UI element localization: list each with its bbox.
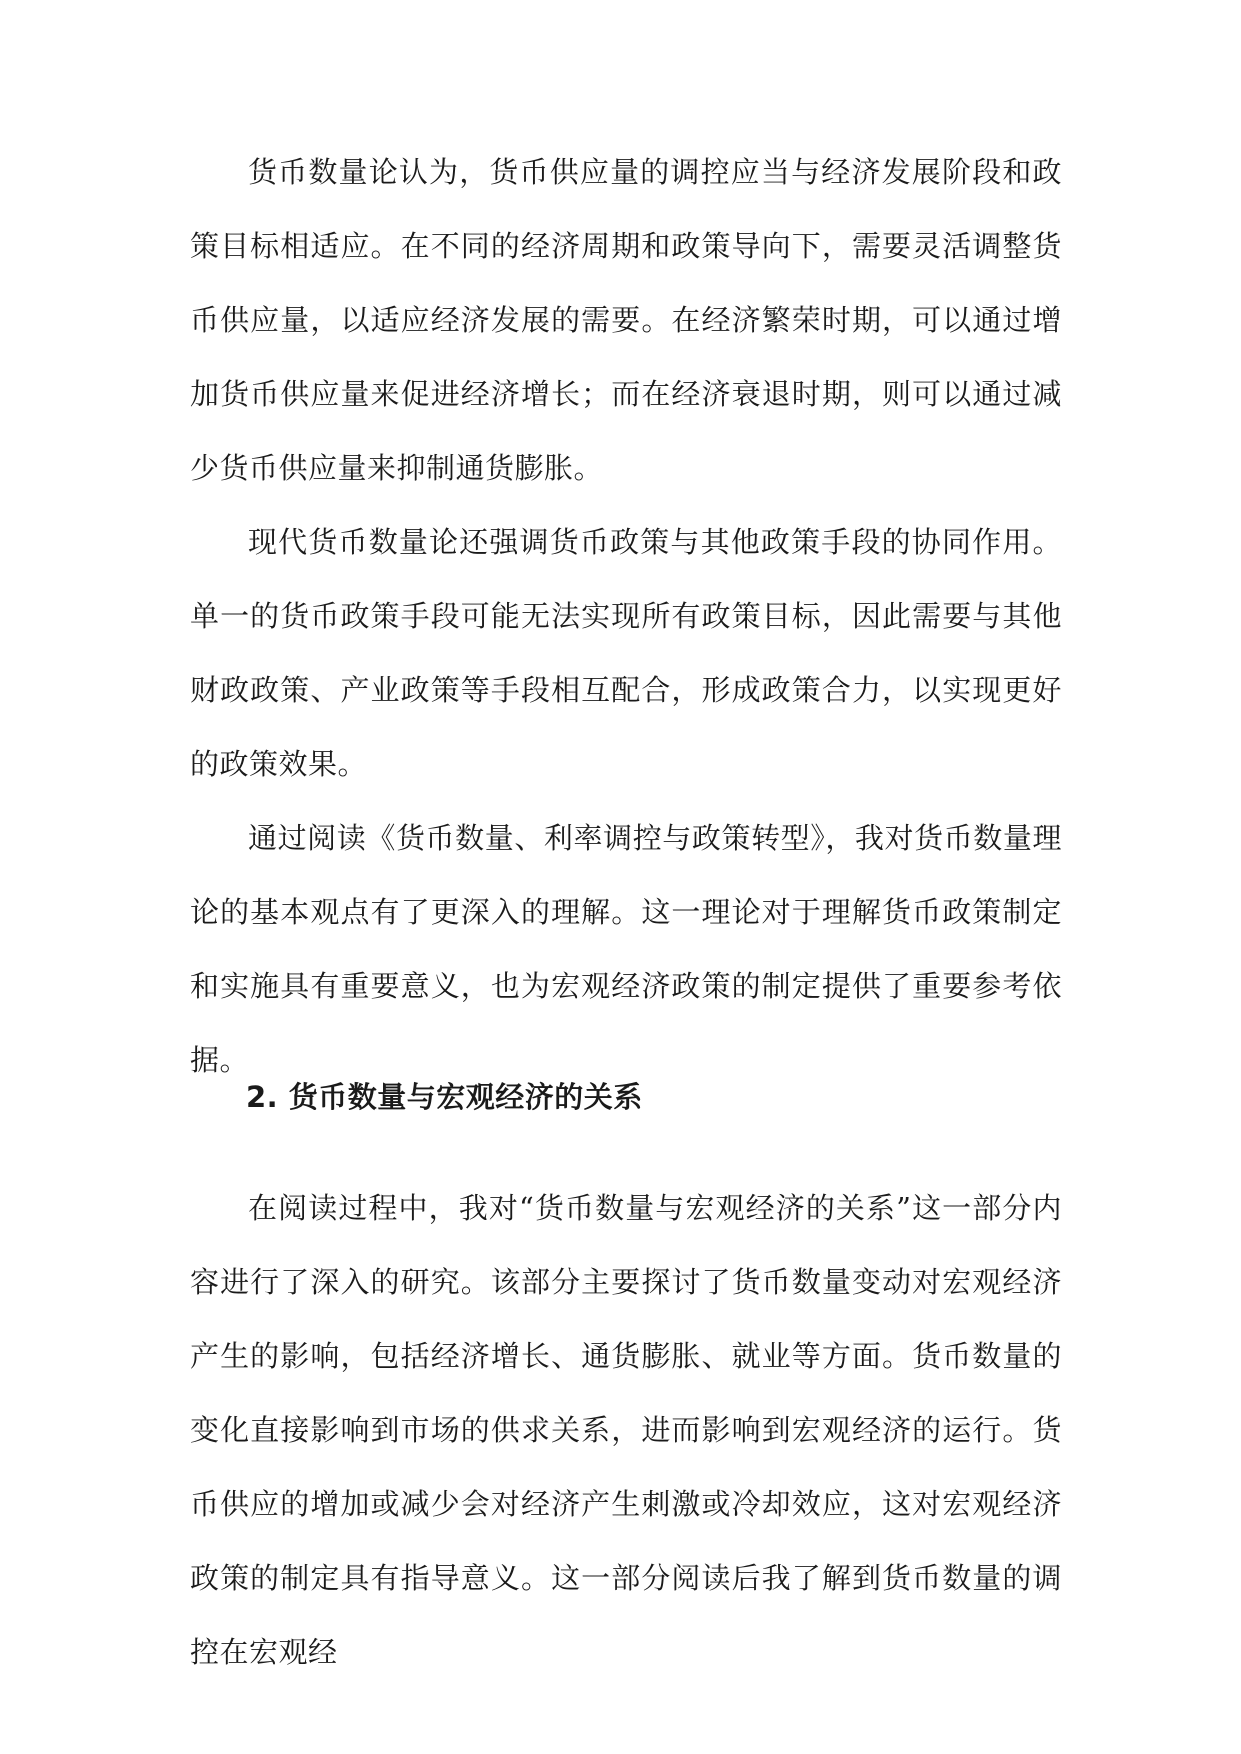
- paragraph-reading-reflection: 通过阅读《货币数量、利率调控与政策转型》，我对货币数量理论的基本观点有了更深入的理解。这一理论对于理解货币政策制定和实施具有重要意义，也为宏观经济政策的制定提供了重要参考依据。: [190, 821, 1062, 1077]
- paragraph-policy-coordination: 现代货币数量论还强调货币政策与其他政策手段的协同作用。单一的货币政策手段可能无法实现所有政策目标，因此需要与其他财政政策、产业政策等手段相互配合，形成政策合力，以实现更好的政策效果。: [190, 525, 1062, 781]
- section-heading: 2. 货币数量与宏观经济的关系: [246, 1080, 643, 1114]
- paragraph-monetary-supply-regulation: 货币数量论认为，货币供应量的调控应当与经济发展阶段和政策目标相适应。在不同的经济周期和政策导向下，需要灵活调整货币供应量，以适应经济发展的需要。在经济繁荣时期，可以通过增加货币供应量来促进经济增长；而在经济衰退时期，则可以通过减少货币供应量来抑制通货膨胀。: [190, 155, 1062, 485]
- paragraph-section-body: 在阅读过程中，我对“货币数量与宏观经济的关系”这一部分内容进行了深入的研究。该部分主要探讨了货币数量变动对宏观经济产生的影响，包括经济增长、通货膨胀、就业等方面。货币数量的变化直接影响到市场的供求关系，进而影响到宏观经济的运行。货币供应的增加或减少会对经济产生刺激或冷却效应，这对宏观经济政策的制定具有指导意义。这一部分阅读后我了解到货币数量的调控在宏观经: [190, 1191, 1062, 1669]
